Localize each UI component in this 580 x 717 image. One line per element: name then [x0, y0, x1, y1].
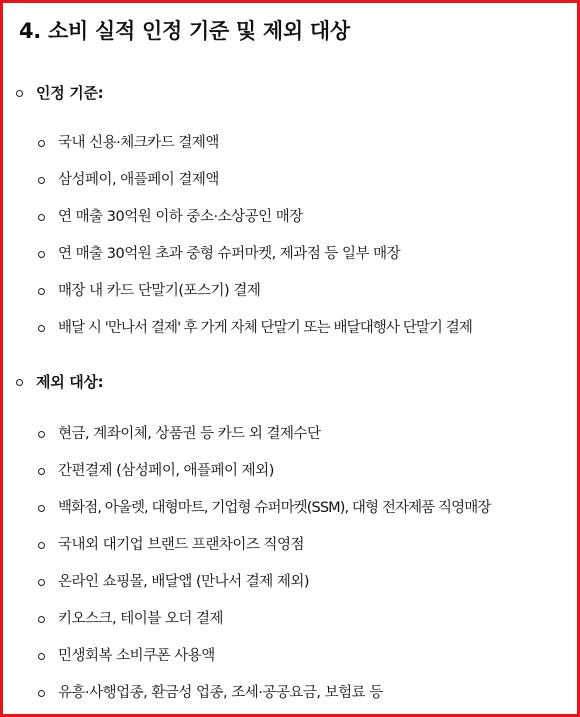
hollow-circle-bullet-icon: [38, 251, 45, 258]
section-heading: 제외 대상:: [36, 373, 104, 391]
list-item-text: 온라인 쇼핑몰, 배달앱 (만나서 결제 제외): [58, 574, 310, 590]
section-heading: 인정 기준:: [36, 84, 104, 102]
hollow-circle-bullet-icon: [38, 288, 45, 295]
list-item-text: 국내외 대기업 브랜드 프랜차이즈 직영점: [58, 537, 305, 553]
list-item-text: 민생회복 소비쿠폰 사용액: [58, 648, 215, 664]
hollow-circle-bullet-icon: [38, 690, 45, 697]
list-item-text: 백화점, 아울렛, 대형마트, 기업형 슈퍼마켓(SSM), 대형 전자제품 직영매장: [58, 500, 491, 516]
list-item: [3, 572, 577, 594]
hollow-circle-bullet-icon: [16, 90, 23, 97]
list-item: [3, 133, 577, 155]
list-item-text: 연 매출 30억원 이하 중소·소상공인 매장: [58, 209, 303, 225]
list-item: [3, 244, 577, 266]
list-item-text: 연 매출 30억원 초과 중형 슈퍼마켓, 제과점 등 일부 매장: [58, 246, 401, 262]
list-item: [3, 535, 577, 557]
hollow-circle-bullet-icon: [38, 140, 45, 147]
hollow-circle-bullet-icon: [38, 431, 45, 438]
list-item: [3, 318, 577, 340]
section-header: [3, 83, 577, 105]
hollow-circle-bullet-icon: [38, 616, 45, 623]
list-item: [3, 461, 577, 483]
hollow-circle-bullet-icon: [38, 325, 45, 332]
section-exclusions: [3, 372, 577, 701]
list-item: [3, 683, 577, 705]
hollow-circle-bullet-icon: [38, 214, 45, 221]
hollow-circle-bullet-icon: [38, 653, 45, 660]
list-item-text: 유흥·사행업종, 환금성 업종, 조세·공공요금, 보험료 등: [58, 685, 383, 701]
list-item: [3, 646, 577, 668]
list-item: [3, 609, 577, 631]
list-item: [3, 281, 577, 303]
list-item: [3, 207, 577, 229]
list-item: [3, 498, 577, 520]
hollow-circle-bullet-icon: [38, 579, 45, 586]
list-item-text: 배달 시 '만나서 결제' 후 가게 자체 단말기 또는 배달대행사 단말기 결제: [58, 320, 472, 336]
list-item: [3, 170, 577, 192]
section-header: [3, 372, 577, 394]
list-item-text: 간편결제 (삼성페이, 애플페이 제외): [58, 463, 274, 479]
list-item-text: 국내 신용·체크카드 결제액: [58, 135, 219, 151]
section-recognition-criteria: [3, 83, 577, 336]
list-item-text: 현금, 계좌이체, 상품권 등 카드 외 결제수단: [58, 426, 321, 442]
list-item: [3, 424, 577, 446]
list-item-text: 매장 내 카드 단말기(포스기) 결제: [58, 283, 261, 299]
hollow-circle-bullet-icon: [38, 505, 45, 512]
hollow-circle-bullet-icon: [16, 379, 23, 386]
list-item-text: 키오스크, 테이블 오더 결제: [58, 611, 224, 627]
list-item-text: 삼성페이, 애플페이 결제액: [58, 172, 219, 188]
hollow-circle-bullet-icon: [38, 177, 45, 184]
hollow-circle-bullet-icon: [38, 468, 45, 475]
page-title: 4. 소비 실적 인정 기준 및 제외 대상: [19, 19, 350, 43]
hollow-circle-bullet-icon: [38, 542, 45, 549]
